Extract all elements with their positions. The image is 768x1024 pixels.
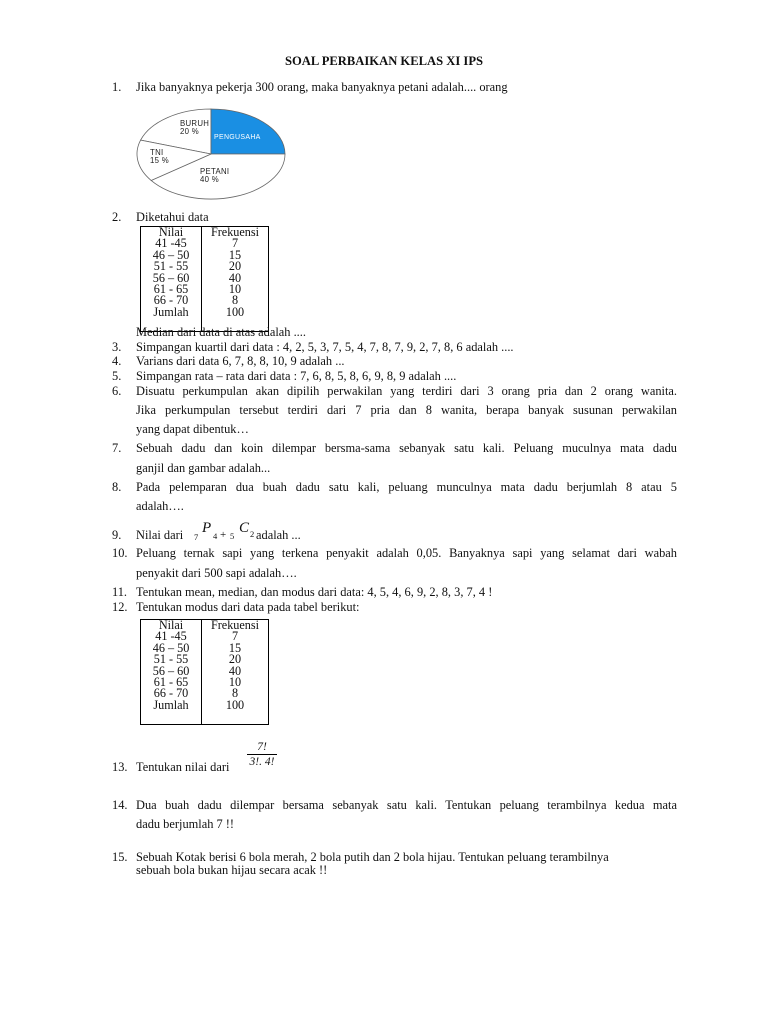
question-6-line-2: Jika perkumpulan tersebut terdiri dari 7 pria dan 8 wanita, berapa banyak susunan perwakilan <box>136 403 677 417</box>
table-cell: 61 - 65 <box>141 677 202 688</box>
table-cell: 40 <box>202 273 269 284</box>
pie-slice-pengusaha <box>211 109 285 154</box>
table-cell: Jumlah <box>141 307 202 332</box>
question-14-number: 14. <box>112 798 128 812</box>
pie-label-tni: TNI <box>150 148 164 157</box>
table-cell: 20 <box>202 261 269 272</box>
page-title: SOAL PERBAIKAN KELAS XI IPS <box>284 54 484 68</box>
question-10-line-1: Peluang ternak sapi yang terkena penyakit adalah 0,05. Banyaknya sapi yang selamat dari wabah <box>136 546 677 560</box>
question-number: 1. <box>112 80 122 94</box>
pie-label-buruh-pct: 20 % <box>180 127 199 136</box>
question-12-number: 12. <box>112 600 128 614</box>
question-9-number: 9. <box>112 528 122 542</box>
frequency-table <box>140 226 269 332</box>
table-cell: 15 <box>202 643 269 654</box>
frequency-table-2 <box>140 619 269 725</box>
pie-label-tni-pct: 15 % <box>150 156 169 165</box>
table-header-cell: Nilai <box>141 227 202 239</box>
frequency-table-body <box>141 227 269 332</box>
table-cell: 46 – 50 <box>141 643 202 654</box>
table-cell: 41 -45 <box>141 631 202 642</box>
question-10-line-2: penyakit dari 500 sapi adalah…. <box>136 566 297 580</box>
table-cell: 8 <box>202 688 269 699</box>
pie-label-pengusaha: PENGUSAHA <box>214 134 261 141</box>
table-cell: 56 – 60 <box>141 666 202 677</box>
question-7-line-1: Sebuah dadu dan koin dilempar bersma-sama sebanyak satu kali. Peluang muculnya mata dadu <box>136 441 677 455</box>
question-4-number: 4. <box>112 354 122 368</box>
question-3-number: 3. <box>112 340 122 354</box>
question-5-text: Simpangan rata – rata dari data : 7, 6, 8, 5, 8, 6, 9, 8, 9 adalah .... <box>136 369 457 383</box>
table-row <box>141 700 269 725</box>
question-15-line-1: Sebuah Kotak berisi 6 bola merah, 2 bola putih dan 2 bola hijau. Tentukan peluang terambilnya <box>136 850 609 864</box>
table-cell: 15 <box>202 250 269 261</box>
table-cell: 100 <box>202 307 269 332</box>
factorial-fraction <box>247 741 277 768</box>
question-12-text: Tentukan modus dari data pada tabel berikut: <box>136 600 360 614</box>
question-8-number: 8. <box>112 480 122 494</box>
question-5-number: 5. <box>112 369 122 383</box>
question-11-text: Tentukan mean, median, dan modus dari data: 4, 5, 4, 6, 9, 2, 8, 3, 7, 4 ! <box>136 585 493 599</box>
question-4-text: Varians dari data 6, 7, 8, 8, 10, 9 adalah ... <box>136 354 345 368</box>
question-11-number: 11. <box>112 585 128 599</box>
permutation-symbol: P <box>202 520 212 536</box>
question-8-line-1: Pada pelemparan dua buah dadu satu kali, peluang munculnya mata dadu berjumlah 8 atau 5 <box>136 480 677 494</box>
table-cell: 66 - 70 <box>141 688 202 699</box>
table-cell: Jumlah <box>141 700 202 725</box>
frequency-table-body <box>141 620 269 725</box>
question-3-text: Simpangan kuartil dari data : 4, 2, 5, 3, 7, 5, 4, 7, 8, 7, 9, 2, 7, 8, 6 adalah .... <box>136 340 514 354</box>
question-10-number: 10. <box>112 546 128 560</box>
table-cell: 8 <box>202 295 269 306</box>
table-cell: 10 <box>202 284 269 295</box>
question-8-line-2: adalah…. <box>136 499 184 513</box>
pie-label-buruh: BURUH <box>180 119 210 128</box>
question-6-number: 6. <box>112 384 122 398</box>
table-cell: 41 -45 <box>141 238 202 249</box>
question-14-line-2: dadu berjumlah 7 !! <box>136 817 235 831</box>
question-6-line-1: Disuatu perkumpulan akan dipilih perwakilan yang terdiri dari 3 orang pria dan 2 orang wanita. <box>136 384 677 398</box>
fraction-numerator: 7! <box>247 741 277 755</box>
table-cell: 20 <box>202 654 269 665</box>
question-6-line-3: yang dapat dibentuk… <box>136 422 249 436</box>
question-2-followup: Median dari data di atas adalah .... <box>136 325 306 339</box>
question-7-line-2: ganjil dan gambar adalah... <box>136 461 271 475</box>
question-15-line-2: sebuah bola bukan hijau secara acak !! <box>136 863 328 877</box>
table-cell: 51 - 55 <box>141 654 202 665</box>
combination-symbol: C <box>239 520 250 536</box>
table-cell: 46 – 50 <box>141 250 202 261</box>
question-text: Diketahui data <box>136 210 209 224</box>
table-cell: 10 <box>202 677 269 688</box>
table-cell: 56 – 60 <box>141 273 202 284</box>
table-cell: 51 - 55 <box>141 261 202 272</box>
question-13-text: Tentukan nilai dari <box>136 760 230 774</box>
table-header-cell: Frekuensi <box>202 227 269 239</box>
pie-label-petani: PETANI <box>200 167 230 176</box>
fraction-denominator: 3!. 4! <box>249 756 275 768</box>
table-cell: 61 - 65 <box>141 284 202 295</box>
question-15-number: 15. <box>112 850 128 864</box>
table-cell: 7 <box>202 631 269 642</box>
question-13-number: 13. <box>112 760 128 774</box>
table-cell: 40 <box>202 666 269 677</box>
question-7-number: 7. <box>112 441 122 455</box>
table-header-cell: Nilai <box>141 620 202 632</box>
question-number: 2. <box>112 210 122 224</box>
table-cell: 7 <box>202 238 269 249</box>
table-header-cell: Frekuensi <box>202 620 269 632</box>
question-14-line-1: Dua buah dadu dilempar bersama sebanyak satu kali. Tentukan peluang terambilnya kedua mata <box>136 798 677 812</box>
table-cell: 66 - 70 <box>141 295 202 306</box>
pie-chart <box>134 107 288 205</box>
table-cell: 100 <box>202 700 269 725</box>
pie-label-petani-pct: 40 % <box>200 175 219 184</box>
question-text: Jika banyaknya pekerja 300 orang, maka banyaknya petani adalah.... orang <box>136 80 508 94</box>
